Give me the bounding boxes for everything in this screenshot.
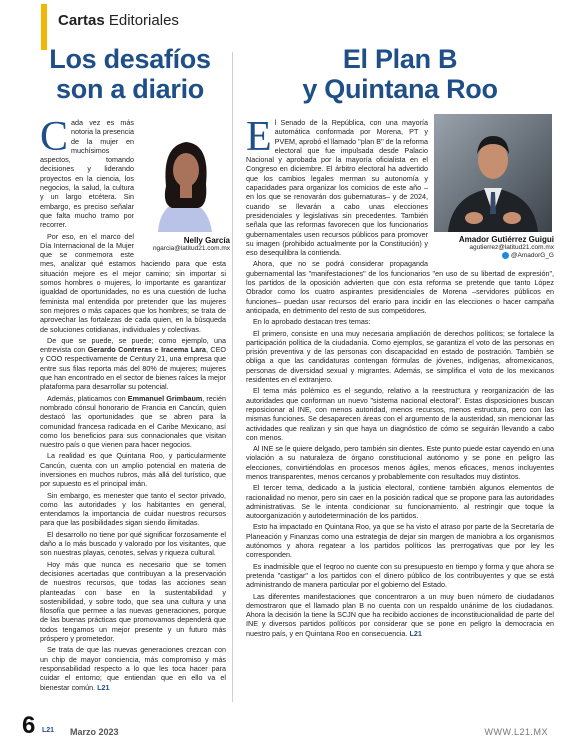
left-paragraph-2: Por eso, en el marco del Día Internacional de la Mujer que se conmemora este mes, analizar qué estamos haciendo para que esta situación mejore es el mejor camino; sin importar si somos hombres o mujeres, lo importante es garantizar igualdad de oportunidades, no es una cuestión de lucha feminista mal entendida por pretender que las mujeres son mejores o más capaces que los hombres; se trata de aprovechar las fortalezas de cada quien, en la búsqueda de soluciones cotidianas, individuales y colectivas. — [40, 231, 226, 334]
right-paragraph-9: Es inadmisible que el Ieqroo no cuente con su presupuesto en tiempo y forma y que ahora se pretenda "castigar" a los partidos con el dinero público de los contribuyentes y que se está administrando de manera particular por el gobierno del Estado. — [246, 561, 554, 590]
footer-website: WWW.L21.MX — [484, 727, 548, 737]
right-article-body — [246, 114, 554, 640]
left-end-mark: L21 — [97, 682, 110, 692]
left-paragraph-7: El desarrollo no tiene por qué significar forzosamente el daño a lo más buscado y valorado por los visitantes, que son nuestras playas, cenotes, selvas y riqueza cultural. — [40, 529, 226, 558]
right-paragraph-8: Esto ha impactado en Quintana Roo, ya que se ha visto el atraso por parte de la Secretaría de Planeación y Finanzas como una estrategia de dejar sin margen de maniobra a los organismos autónomos y ahora regatear a los partidos políticos las prerrogativas que por ley les corresponden. — [246, 522, 554, 560]
right-author-name: Amador Gutiérrez Guigui — [458, 235, 554, 244]
left-paragraph-6: Sin embargo, es menester que tanto el sector privado, como las autoridades y los habitantes en general, entendamos la importancia de cuidar nuestros recursos para que las posibilidades sigan siendo ilimitadas. — [40, 490, 226, 528]
left-author-email: ngarcia@latitud21.com.mx — [152, 245, 230, 252]
left-article-title — [40, 44, 220, 104]
section-heading-bold: Cartas — [58, 12, 105, 29]
left-article-body — [40, 114, 226, 694]
right-end-mark: L21 — [409, 628, 422, 638]
right-paragraph-2: Ahora, que no se podrá considerar propaganda gubernamental las "manifestaciones" de los funcionarios "en uso de su libertad de expresión", los partidos de la oposición advierten que con esta reforma se pretende que tanto López Obrador como los cuatro aspirantes presidenciales de Morena –servidores públicos en funciones– puedan usar recursos del erario para incidir en las elecciones o hacer campaña anticipada, en detrimento del resto de sus competidores. — [246, 259, 554, 315]
left-paragraph-4: Además, platicamos con Emmanuel Grimbaum, recién nombrado cónsul honorario de Francia en Cancún, quien destacó las oportunidades que se abren para la comunidad francesa radicada en el Caribe Mexicano, así como los beneficios para sus connacionales que visitan nuestro país o que vienen para hacer negocios. — [40, 393, 226, 450]
left-paragraph-8: Hoy más que nunca es necesario que se tomen decisiones acertadas que contribuyan a la preservación de nuestros recursos, que todas las acciones sean planteadas con base en la sustentabilidad y sostenibilidad, y sobre todo, que sea una cultura y una filosofía que permee a las nuevas generaciones, porque de las buenas prácticas que promovamos dependerá que todos tengamos un mejor presente y un futuro más próspero y prometedor. — [40, 559, 226, 644]
name-iracema: Iracema Lara — [161, 345, 206, 355]
right-author-twitter: @AmadorG_G — [420, 252, 554, 260]
name-emmanuel: Emmanuel Grimbaum — [127, 393, 203, 403]
left-title-line1: Los desafíos — [49, 44, 211, 74]
right-paragraph-10: Las diferentes manifestaciones que concentraron a un muy buen número de ciudadanos demostraron que el llamado plan B no cuenta con un respaldo unánime de los ciudadanos. Ahora la decisión la tiene la SCJN que ha recibido acciones de inconstitucionalidad de parte del INE y diversos partidos políticos por considerar que se pone en peligro la democracia en nuestro país, y en Quintana Roo en consecuencia. L21 — [246, 591, 554, 638]
right-paragraph-7: El tercer tema, dedicado a la justicia electoral, contiene también algunos elementos de racionalidad no menor, pero sin caer en la posición radical que se propone para las autoridades administrativas. Se le intenta condicionar su funcionamiento. al restringir que toque la autoorganización y autodeterminación de los partidos. — [246, 483, 554, 521]
left-author-name: Nelly García — [183, 236, 230, 245]
section-heading-rest: Editoriales — [104, 12, 179, 29]
column-divider — [232, 52, 233, 702]
left-dropcap: C — [40, 114, 69, 160]
left-p1-text: ada vez es más notoria la presencia de la mujer en muchísimos aspectos, tomando decisiones y liderando proyectos en la ciencia, los negocios, la salud, la cultura y un largo etcétera. Sin embargo, es preciso señalar que falta mucho tramo por recorrer. — [40, 118, 134, 230]
left-paragraph-9: Se trata de que las nuevas generaciones crezcan con un chip de mayor conciencia, más compromiso y más responsabilidad respecto a lo que les toca hacer para cuidar el entorno; que entiendan que en ello va el bienestar común. L21 — [40, 645, 226, 692]
right-article-title — [250, 44, 550, 104]
section-heading — [58, 12, 179, 29]
left-title-line2: son a diario — [56, 74, 204, 104]
right-paragraph-5: El tema más polémico es el segundo, relativo a la reestructura y reorganización de las autoridades que conforman un nuevo "sistema nacional electoral". Estas disposiciones buscan reposicionar al INE, con menos autoridad, menos recursos, menos estructura, pero con las mismas funciones. Se desaparecen áreas con el argumento de la austeridad, sin mencionar las actividades que realizan y sin que haya un diagnóstico de cómo se seguirán llevando a cabo con menos. — [246, 386, 554, 442]
right-paragraph-4: El primero, consiste en una muy necesaria ampliación de derechos políticos; se fortalece la participación política de la ciudadanía. Como ejemplos, se garantiza el voto de las personas en prisión preventiva y de las personas con discapacidad en estado de postración. También se obliga a que las candidaturas contengan fórmulas de jóvenes, indígenas, afromexicanos, personas de diversidad sexual y migrantes. Además, se simplifica el voto de los mexicanos residentes en el extranjero. — [246, 328, 554, 385]
left-paragraph-3: De que se puede, se puede; como ejemplo, una entrevista con Gerardo Contreras e Iracema Lara, CEO y COO respectivamente de Century 21, una empresa que entre sus filas reporta más del 80% de mujeres; mujeres que han encontrado en el sector de bienes raíces la mejor plataforma para desarrollar su potencial. — [40, 335, 226, 392]
right-paragraph-6: Al INE se le quiere delgado, pero también sin dientes. Este punto puede estar cayendo en una violación a su naturaleza de órgano constitucional autónomo y se pone en peligro las elecciones, convirtiéndolas en procesos menos ágiles, menos eficaces, menos incluyentes menos transparentes, menos cercanos y probablemente con resultados muy distintos. — [246, 444, 554, 481]
right-paragraph-3: En lo aprobado destacan tres temas: — [253, 317, 371, 327]
right-author-email: agutierrez@latitud21.com.mx — [469, 244, 554, 251]
right-paragraph-1: El Senado de la República, con una mayoría automática conformada por Morena, PT y PVEM, aprobó el llamado "plan B" de la reforma electoral que fue impulsada desde Palacio Nacional y aprobada por la mayoría oficialista en el Congreso en diciembre. El árbitro electoral ha advertido que los cambios legales merman su autonomía y capacidades para organizar los comicios de este año –en los que se renovarán dos gubernaturas– y de 2024, cuando se llevarán a cabo unas elecciones presidenciales y legislativas sin precedentes. También señala que las reformas favorecen que los funcionarios gubernamentales usen recursos públicos para promover su imagen (prohibido actualmente por la Constitución) y eso desequilibra la contienda. — [246, 114, 428, 258]
right-title-line1: El Plan B — [342, 44, 458, 74]
right-title-line2: y Quintana Roo — [302, 74, 498, 104]
page-number: 6 — [22, 712, 36, 739]
right-dropcap: E — [246, 114, 272, 160]
name-gerardo: Gerardo Contreras — [87, 345, 153, 355]
footer-date: Marzo 2023 — [70, 727, 119, 737]
footer-logo: L21 — [42, 727, 55, 734]
left-paragraph-5: La realidad es que Quintana Roo, y particularmente Cancún, cuenta con un amplio potencial en materia de inversiones en muchos rubros, más allá del turístico, que por supuesto es el principal imán. — [40, 451, 226, 489]
